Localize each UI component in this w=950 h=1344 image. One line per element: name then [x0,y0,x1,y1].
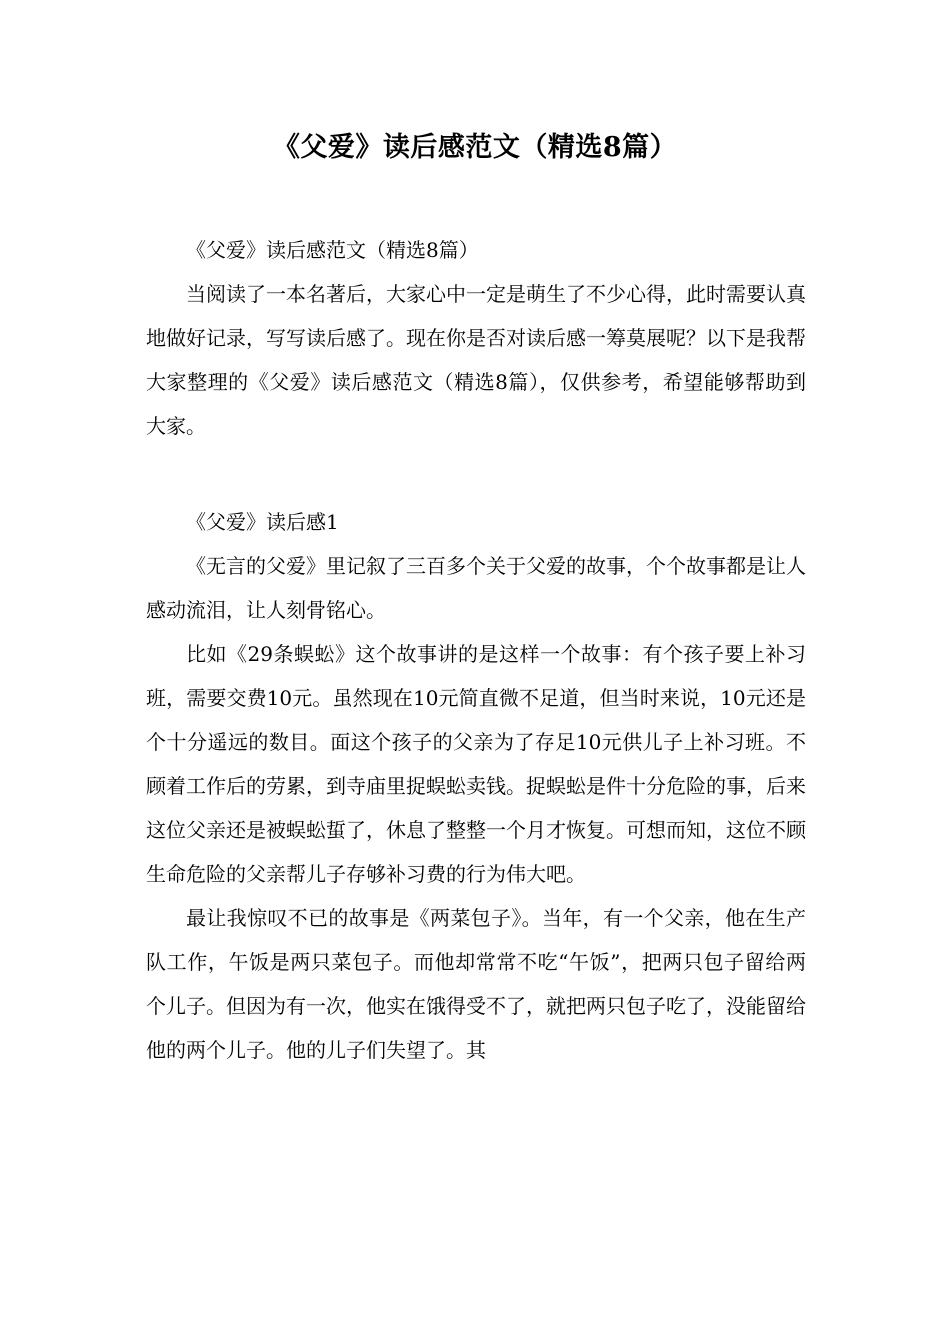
section-heading: 《父爱》读后感1 [186,510,339,534]
body-paragraph: 最让我惊叹不已的故事是《两菜包子》。当年，有一个父亲，他在生产队工作，午饭是两只菜包子。而他却常常不吃“午饭”，把两只包子留给两个儿子。但因为有一次，他实在饿得受不了，就把两只包子吃了，没能留给他的两个儿子。他的儿子们失望了。其 [146,906,806,1062]
section-spacer [146,448,806,500]
subtitle-paragraph: 《父爱》读后感范文（精选8篇） [186,238,479,262]
intro-paragraph: 当阅读了一本名著后，大家心中一定是萌生了不少心得，此时需要认真地做好记录，写写读后感了。现在你是否对读后感一筹莫展呢？以下是我帮大家整理的《父爱》读后感范文（精选8篇），仅供参考，希望能够帮助到大家。 [146,282,806,438]
document-title: 《父爱》读后感范文（精选8篇） [272,132,678,163]
body-paragraph: 《无言的父爱》里记叙了三百多个关于父爱的故事，个个故事都是让人感动流泪，让人刻骨铭心。 [146,554,806,622]
body-paragraph: 比如《29条蜈蚣》这个故事讲的是这样一个故事：有个孩子要上补习班，需要交费10元。虽然现在10元简直微不足道，但当时来说，10元还是个十分遥远的数目。面这个孩子的父亲为了存足10元供儿子上补习班。不顾着工作后的劳累，到寺庙里捉蜈蚣卖钱。捉蜈蚣是件十分危险的事，后来这位父亲还是被蜈蚣蜇了，休息了整整一个月才恢复。可想而知，这位不顾生命危险的父亲帮儿子存够补习费的行为伟大吧。 [146,642,806,886]
document-body [146,228,806,1072]
